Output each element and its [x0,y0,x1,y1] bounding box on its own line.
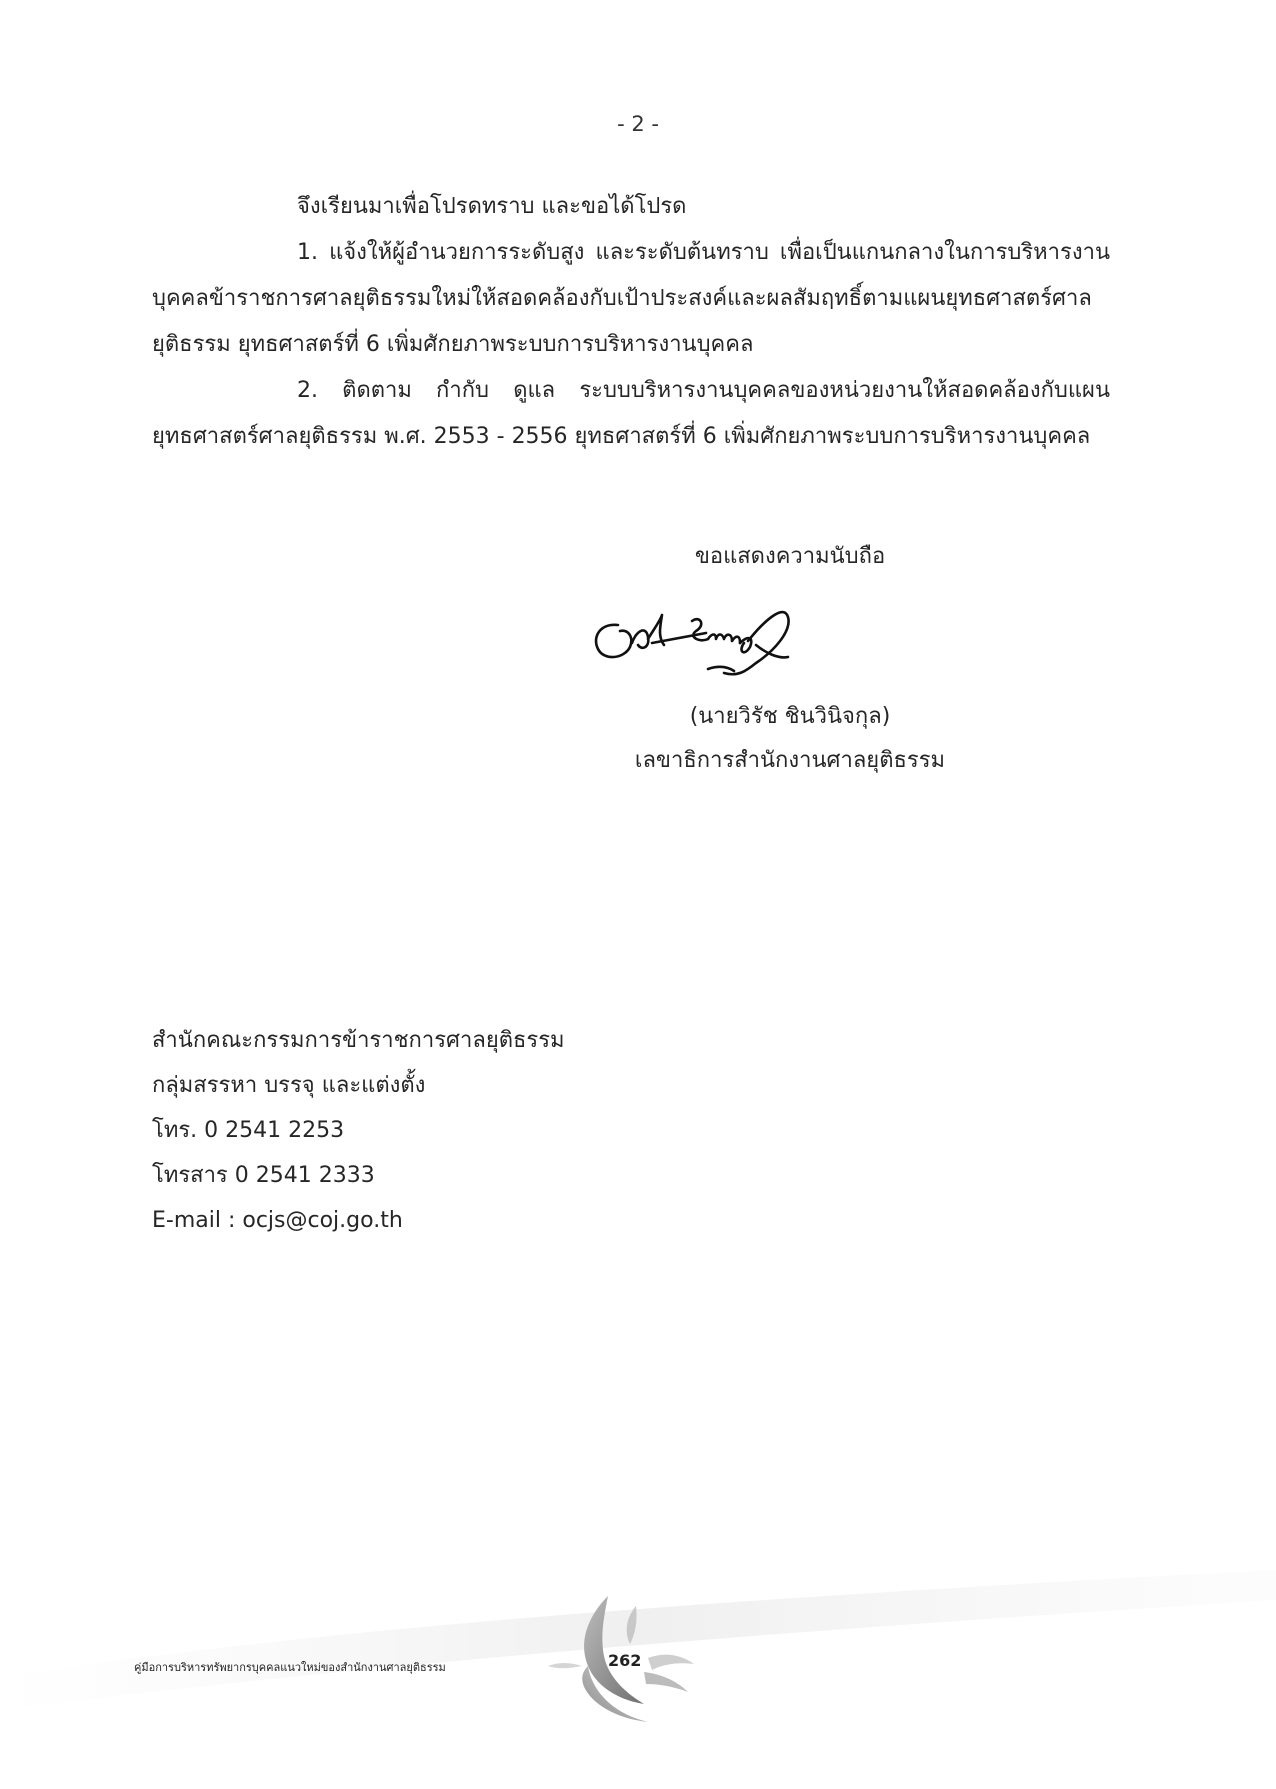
phone-number: โทร. 0 2541 2253 [152,1118,345,1143]
division-name: กลุ่มสรรหา บรรจุ และแต่งตั้ง [152,1073,426,1098]
footer-manual-title: คู่มือการบริหารทรัพยากรบุคคลแนวใหม่ของสำนักงานศาลยุติธรรม [134,1661,446,1674]
handwritten-signature [588,585,798,681]
signer-name: (นายวิรัช ชินวินิจกุล) [689,704,891,729]
closing-salutation: ขอแสดงความนับถือ [694,544,886,569]
item-1-paragraph: 1. แจ้งให้ผู้อำนวยการระดับสูง และระดับต้นทราบ เพื่อเป็นแกนกลางในการบริหารงานบุคคลข้าราชการศาลยุติธรรมใหม่ให้สอดคล้องกับเป้าประสงค์และผลสัมฤทธิ์ตามแผนยุทธศาสตร์ศาลยุติธรรม ยุทธศาสตร์ที่ 6 เพิ่มศักยภาพระบบการบริหารงานบุคคล [152,240,1110,357]
email-address: E-mail : ocjs@coj.go.th [152,1208,403,1233]
item-2-paragraph: 2. ติดตาม กำกับ ดูแล ระบบบริหารงานบุคคลของหน่วยงานให้สอดคล้องกับแผนยุทธศาสตร์ศาลยุติธรรม พ.ศ. 2553 - 2556 ยุทธศาสตร์ที่ 6 เพิ่มศักยภาพระบบการบริหารงานบุคคล [152,378,1110,449]
office-name: สำนักคณะกรรมการข้าราชการศาลยุติธรรม [152,1028,565,1053]
letter-body [152,184,1110,460]
intro-paragraph: จึงเรียนมาเพื่อโปรดทราบ และขอได้โปรด [297,194,687,219]
contact-block [152,1018,852,1243]
footer-page-number: 262 [608,1651,642,1670]
page-number: - 2 - [617,112,659,136]
signer-title: เลขาธิการสำนักงานศาลยุติธรรม [634,748,946,773]
fax-number: โทรสาร 0 2541 2333 [152,1163,375,1188]
